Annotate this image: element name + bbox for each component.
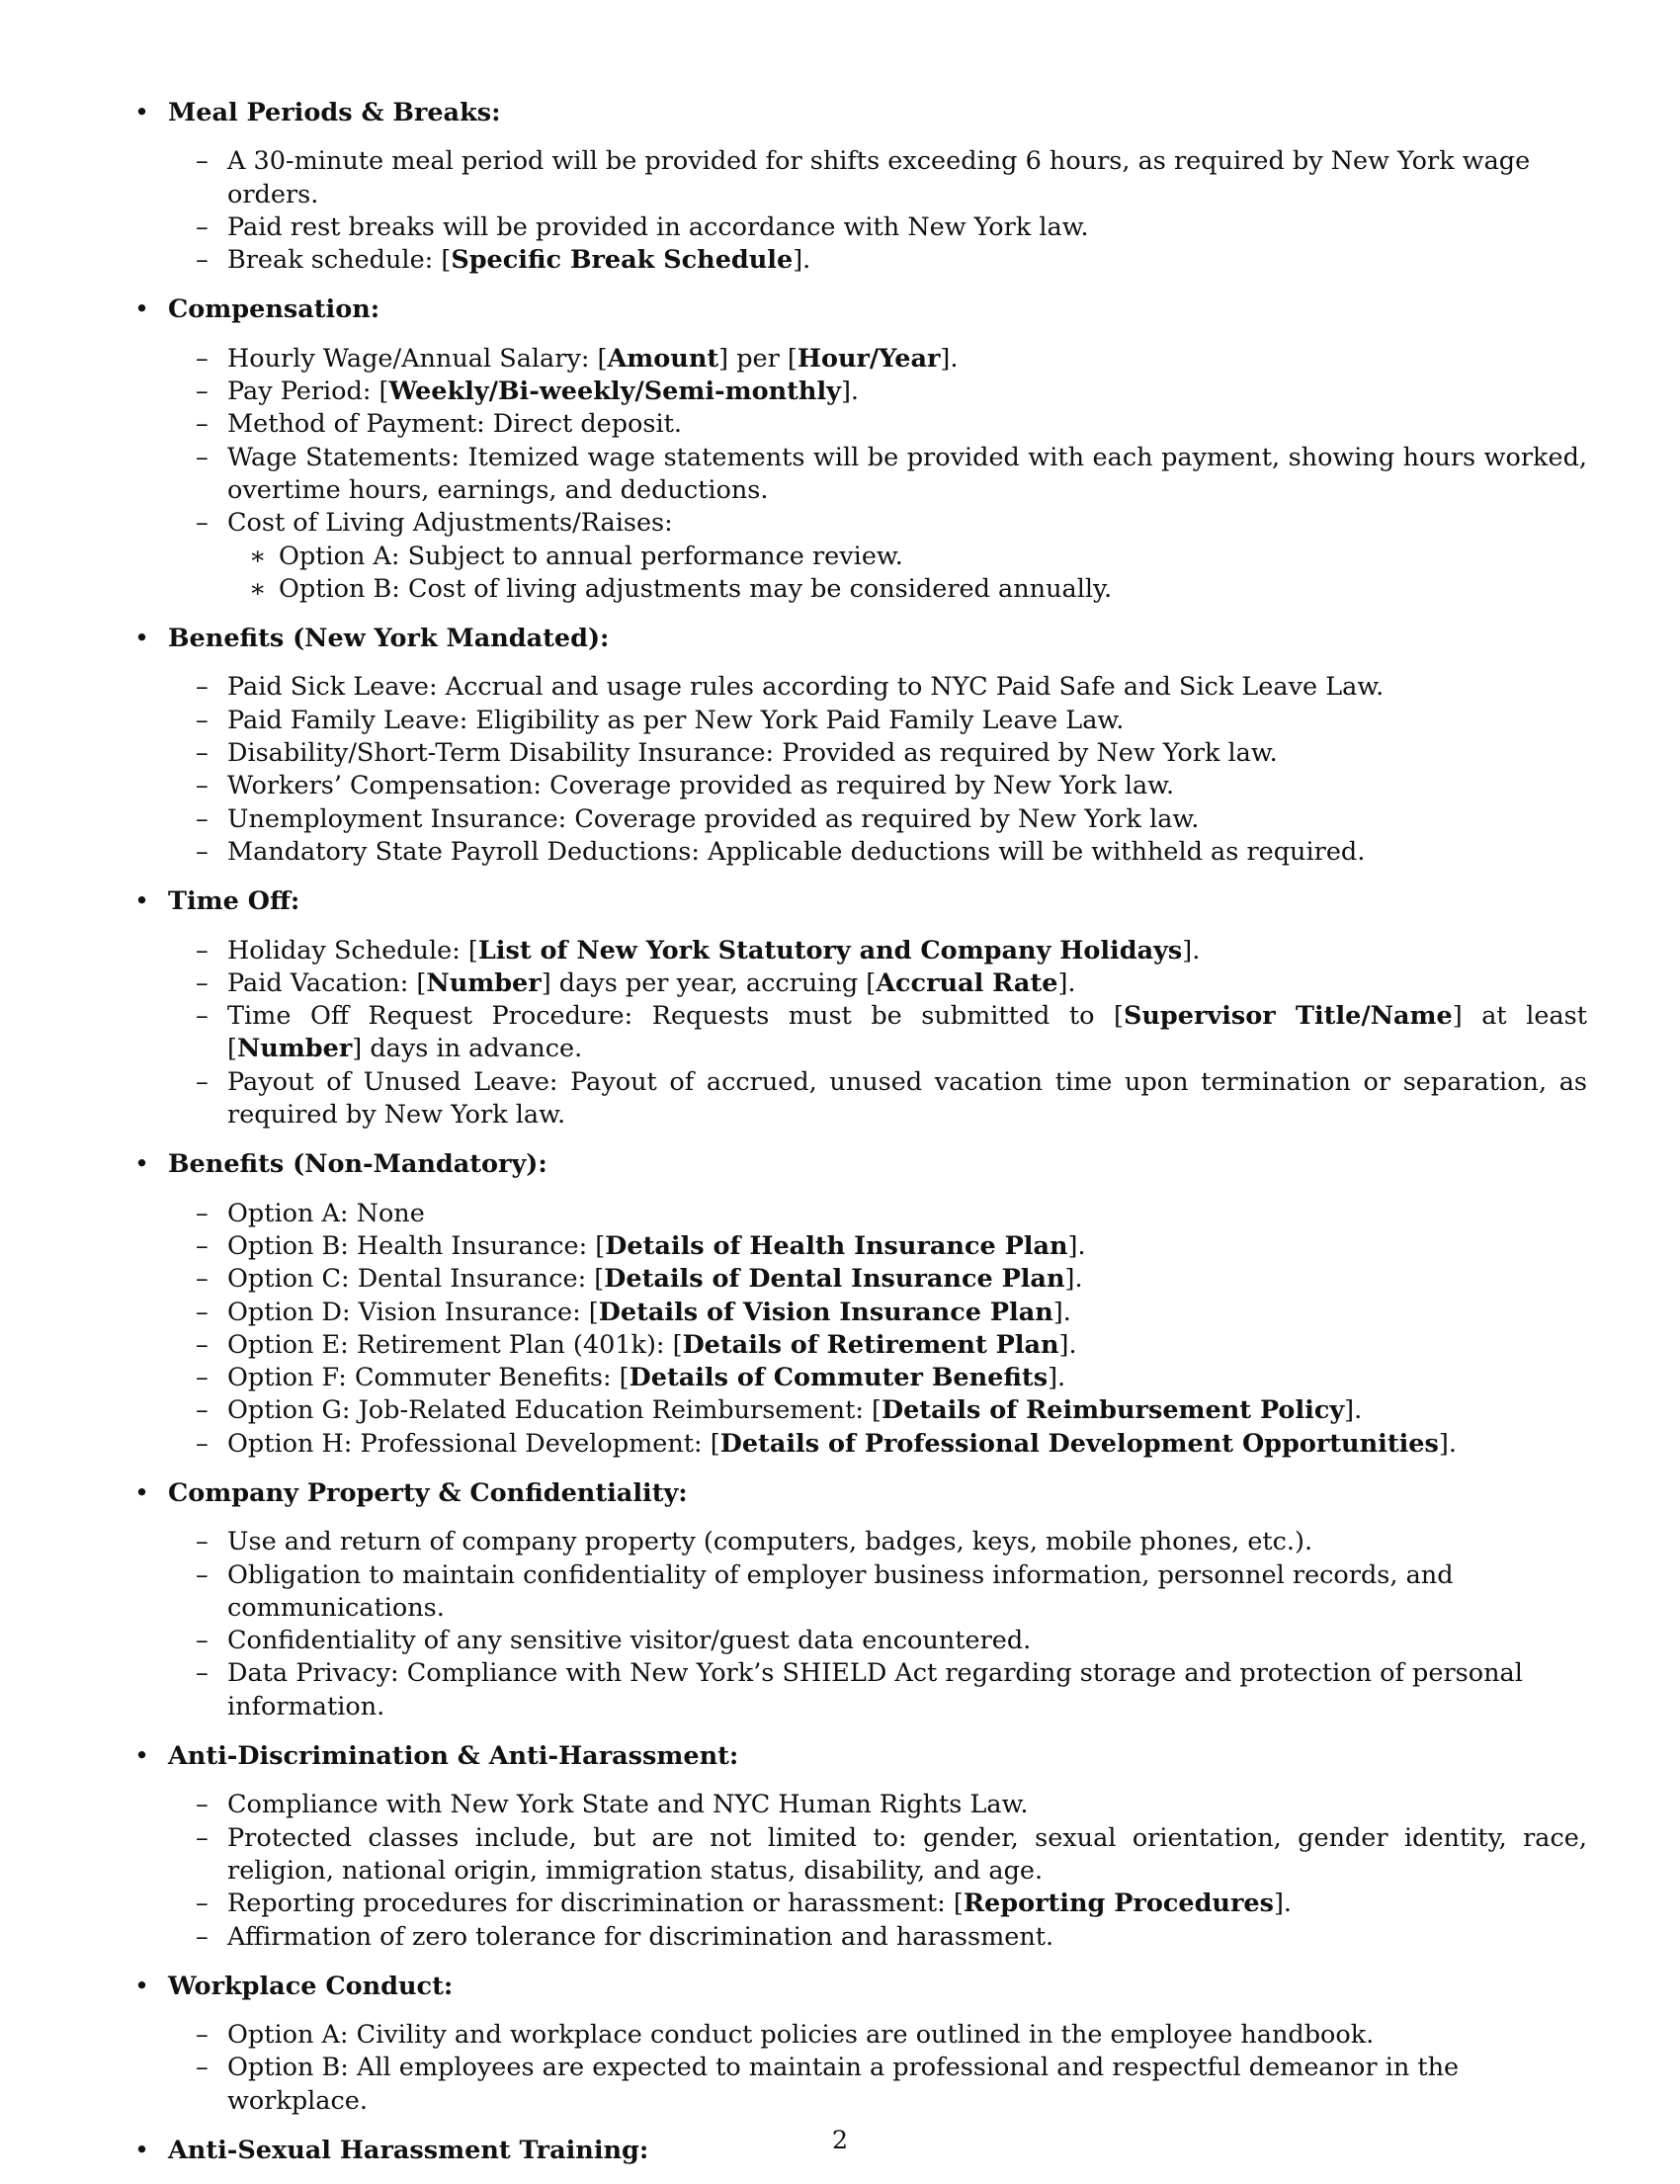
dash-icon: – [196, 1198, 209, 1228]
list-item [134, 507, 1587, 540]
placeholder-text: Details of Professional Development Opportunities [719, 1428, 1439, 1459]
list-item [134, 1428, 1587, 1461]
list-item [134, 1888, 1587, 1920]
dash-icon: – [196, 1790, 209, 1820]
dash-icon: – [196, 1264, 209, 1295]
item-text: Wage Statements: Itemized wage statements will be provided with each payment, showing hours worked, overtime hours, earnings, and deductions. [227, 442, 1587, 505]
item-text: ]. [1438, 1428, 1457, 1459]
list-item [134, 1230, 1587, 1263]
item-text: Option C: Dental Insurance: [ [227, 1264, 605, 1295]
item-text: ]. [1067, 1230, 1086, 1261]
dash-icon: – [196, 1658, 209, 1689]
item-text: ] per [ [718, 343, 798, 374]
section-heading [134, 1971, 1587, 2003]
bullet-icon: • [134, 294, 150, 325]
dash-icon: – [196, 1066, 209, 1097]
item-text: Option B: Health Insurance: [ [227, 1230, 606, 1261]
list-item [134, 2019, 1587, 2052]
placeholder-text: Accrual Rate [876, 967, 1058, 998]
placeholder-text: Amount [607, 343, 719, 374]
page-number: 2 [831, 2126, 849, 2155]
placeholder-text: Details of Dental Insurance Plan [604, 1264, 1065, 1295]
item-text: ]. [1273, 1889, 1293, 1919]
list-item [134, 1526, 1587, 1558]
placeholder-text: Number [236, 1034, 353, 1064]
dash-icon: – [196, 1822, 209, 1853]
list-item [134, 1329, 1587, 1362]
placeholder-text: Details of Retirement Plan [682, 1329, 1059, 1360]
dash-icon: – [196, 1001, 209, 1032]
item-text: Option A: Civility and workplace conduct policies are outlined in the employee handbook. [227, 2020, 1375, 2051]
list-item [134, 1362, 1587, 1394]
item-text: Option F: Commuter Benefits: [ [227, 1363, 630, 1393]
heading-text: Meal Periods & Breaks: [168, 98, 501, 127]
item-text: Pay Period: [ [227, 377, 389, 407]
list-item [134, 2052, 1587, 2118]
heading-text: Compensation: [168, 294, 380, 325]
list-item [134, 1297, 1587, 1329]
heading-text: Anti-Sexual Harassment Training: [168, 2136, 649, 2166]
item-text: Compliance with New York State and NYC Human Rights Law. [227, 1790, 1029, 1820]
section-heading [134, 1477, 1587, 1510]
item-text: Mandatory State Payroll Deductions: Applicable deductions will be withheld as required. [227, 836, 1366, 867]
list-item [134, 705, 1587, 737]
item-text: Unemployment Insurance: Coverage provided as required by New York law. [227, 803, 1200, 834]
placeholder-text: Hour/Year [797, 343, 941, 374]
item-text: Option G: Job-Related Education Reimbursement: [ [227, 1395, 882, 1426]
item-text: Option H: Professional Development: [ [227, 1428, 720, 1459]
item-text: ]. [1057, 967, 1076, 998]
list-item [134, 935, 1587, 967]
item-text: Option B: All employees are expected to maintain a professional and respectful demeanor in the workplace. [227, 2053, 1460, 2116]
dash-icon: – [196, 1527, 209, 1557]
placeholder-text: Weekly/Bi-weekly/Semi-monthly [388, 377, 841, 407]
section-heading [134, 1148, 1587, 1181]
section-property-confidentiality [134, 1477, 1587, 1723]
list-item [134, 967, 1587, 1000]
list-item [134, 737, 1587, 770]
item-text: Hourly Wage/Annual Salary: [ [227, 343, 608, 374]
list-item [134, 803, 1587, 836]
item-text: Disability/Short-Term Disability Insurance: Provided as required by New York law. [227, 738, 1278, 769]
section-compensation [134, 294, 1587, 606]
item-text: Cost of Living Adjustments/Raises: [227, 508, 673, 539]
section-workplace-conduct [134, 1971, 1587, 2118]
section-heading [134, 1740, 1587, 1773]
section-anti-discrimination [134, 1740, 1587, 1954]
section-meal-periods [134, 97, 1587, 277]
list-item [134, 408, 1587, 441]
item-text: Workers’ Compensation: Coverage provided as required by New York law. [227, 771, 1175, 801]
list-item [134, 836, 1587, 869]
item-text: ]. [1058, 1329, 1077, 1360]
section-heading [134, 623, 1587, 655]
list-item [134, 1394, 1587, 1427]
item-text: ]. [1182, 935, 1201, 966]
list-item [134, 442, 1587, 508]
dash-icon: – [196, 211, 209, 242]
placeholder-text: Details of Vision Insurance Plan [598, 1297, 1053, 1327]
section-heading [134, 97, 1587, 129]
dash-icon: – [196, 738, 209, 769]
dash-icon: – [196, 1921, 209, 1952]
list-item [134, 1822, 1587, 1889]
placeholder-text: Details of Health Insurance Plan [605, 1230, 1068, 1261]
bullet-icon: • [134, 1477, 150, 1508]
bullet-icon: • [134, 886, 150, 917]
item-text: ] days per year, accruing [ [541, 967, 877, 998]
dash-icon: – [196, 771, 209, 801]
dash-icon: – [196, 803, 209, 834]
list-item [134, 145, 1587, 211]
heading-text: Benefits (Non-Mandatory): [168, 1149, 547, 1180]
item-text: Use and return of company property (computers, badges, keys, mobile phones, etc.). [227, 1527, 1313, 1557]
item-text: Option B: Cost of living adjustments may be considered annually. [279, 573, 1113, 604]
dash-icon: – [196, 1230, 209, 1261]
list-item [134, 376, 1587, 408]
heading-text: Workplace Conduct: [168, 1971, 454, 2001]
item-text: Time Off Request Procedure: Requests must be submitted to [ [227, 1001, 1124, 1032]
list-item [134, 1625, 1587, 1657]
placeholder-text: Reporting Procedures [963, 1889, 1274, 1919]
asterisk-icon: ∗ [249, 573, 267, 604]
list-item [134, 770, 1587, 802]
bullet-icon: • [134, 2136, 150, 2166]
dash-icon: – [196, 377, 209, 407]
item-text: Obligation to maintain confidentiality of employer business information, personnel records, and communications. [227, 1559, 1454, 1623]
list-item [134, 1000, 1587, 1066]
dash-icon: – [196, 705, 209, 735]
list-item [134, 1657, 1587, 1723]
item-text: ]. [1344, 1395, 1363, 1426]
bullet-icon: • [134, 1149, 150, 1180]
placeholder-text: Supervisor Title/Name [1123, 1001, 1453, 1032]
item-text: ]. [1052, 1297, 1071, 1327]
item-text: Data Privacy: Compliance with New York’s SHIELD Act regarding storage and protection of personal information. [227, 1658, 1523, 1722]
item-text: Method of Payment: Direct deposit. [227, 409, 683, 440]
dash-icon: – [196, 672, 209, 703]
bullet-icon: • [134, 98, 150, 127]
item-text: Paid Vacation: [ [227, 967, 427, 998]
item-text: Reporting procedures for discrimination or harassment: [ [227, 1889, 964, 1919]
dash-icon: – [196, 1329, 209, 1360]
dash-icon: – [196, 967, 209, 998]
dash-icon: – [196, 343, 209, 374]
item-text: ]. [1064, 1264, 1083, 1295]
heading-text: Anti-Discrimination & Anti-Harassment: [168, 1741, 739, 1772]
dash-icon: – [196, 2020, 209, 2051]
item-text: Option E: Retirement Plan (401k): [ [227, 1329, 683, 1360]
dash-icon: – [196, 245, 209, 276]
dash-icon: – [196, 508, 209, 539]
list-item [134, 1921, 1587, 1954]
section-non-mandatory-benefits [134, 1148, 1587, 1461]
list-item [134, 1066, 1587, 1133]
item-text: ]. [1048, 1363, 1066, 1393]
dash-icon: – [196, 935, 209, 966]
dash-icon: – [196, 2053, 209, 2083]
bullet-icon: • [134, 1971, 150, 2001]
dash-icon: – [196, 1297, 209, 1327]
list-item [134, 1559, 1587, 1626]
bullet-icon: • [134, 1741, 150, 1772]
section-time-off [134, 885, 1587, 1132]
dash-icon: – [196, 1559, 209, 1590]
bullet-icon: • [134, 624, 150, 654]
sub-list-item [134, 541, 1587, 573]
dash-icon: – [196, 1889, 209, 1919]
item-text: Affirmation of zero tolerance for discrimination and harassment. [227, 1921, 1054, 1952]
list-item [134, 343, 1587, 376]
placeholder-text: Details of Commuter Benefits [629, 1363, 1049, 1393]
item-text: Option A: Subject to annual performance review. [279, 541, 903, 571]
placeholder-text: Specific Break Schedule [451, 245, 794, 276]
dash-icon: – [196, 1626, 209, 1656]
section-mandated-benefits [134, 623, 1587, 869]
heading-text: Benefits (New York Mandated): [168, 624, 610, 654]
dash-icon: – [196, 1395, 209, 1426]
section-heading [134, 294, 1587, 326]
placeholder-text: Details of Reimbursement Policy [881, 1395, 1345, 1426]
item-text: Option A: None [227, 1198, 425, 1228]
list-item [134, 211, 1587, 244]
placeholder-text: Number [426, 967, 542, 998]
item-text: ]. [940, 343, 959, 374]
item-text: Break schedule: [ [227, 245, 452, 276]
item-text: Confidentiality of any sensitive visitor/guest data encountered. [227, 1626, 1032, 1656]
section-heading [134, 885, 1587, 918]
sub-list-item [134, 573, 1587, 606]
item-text: ]. [793, 245, 811, 276]
list-item [134, 1263, 1587, 1296]
dash-icon: – [196, 1428, 209, 1459]
dash-icon: – [196, 1363, 209, 1393]
heading-text: Time Off: [168, 886, 300, 917]
list-item [134, 1198, 1587, 1230]
list-item [134, 244, 1587, 277]
item-text: ]. [840, 377, 860, 407]
item-text: Option D: Vision Insurance: [ [227, 1297, 599, 1327]
placeholder-text: List of New York Statutory and Company Holidays [477, 935, 1183, 966]
item-text: Paid Family Leave: Eligibility as per New York Paid Family Leave Law. [227, 705, 1125, 735]
item-text: Paid rest breaks will be provided in accordance with New York law. [227, 211, 1089, 242]
item-text: Paid Sick Leave: Accrual and usage rules according to NYC Paid Safe and Sick Leave Law. [227, 672, 1385, 703]
item-text: Protected classes include, but are not limited to: gender, sexual orientation, gender identity, race, religion, national origin, immigration status, disability, and age. [227, 1822, 1587, 1886]
list-item [134, 671, 1587, 704]
dash-icon: – [196, 836, 209, 867]
heading-text: Company Property & Confidentiality: [168, 1477, 688, 1508]
document-body [134, 97, 1587, 2184]
dash-icon: – [196, 409, 209, 440]
item-text: ] at least [ [227, 1001, 1587, 1064]
dash-icon: – [196, 442, 209, 472]
item-text: Payout of Unused Leave: Payout of accrued, unused vacation time upon termination or separation, as required by New York law. [227, 1066, 1587, 1131]
item-text: A 30-minute meal period will be provided for shifts exceeding 6 hours, as required by New York wage orders. [227, 146, 1531, 210]
dash-icon: – [196, 146, 209, 177]
item-text: ] days in advance. [352, 1034, 583, 1064]
asterisk-icon: ∗ [249, 541, 267, 571]
list-item [134, 1789, 1587, 1821]
item-text: Holiday Schedule: [ [227, 935, 478, 966]
